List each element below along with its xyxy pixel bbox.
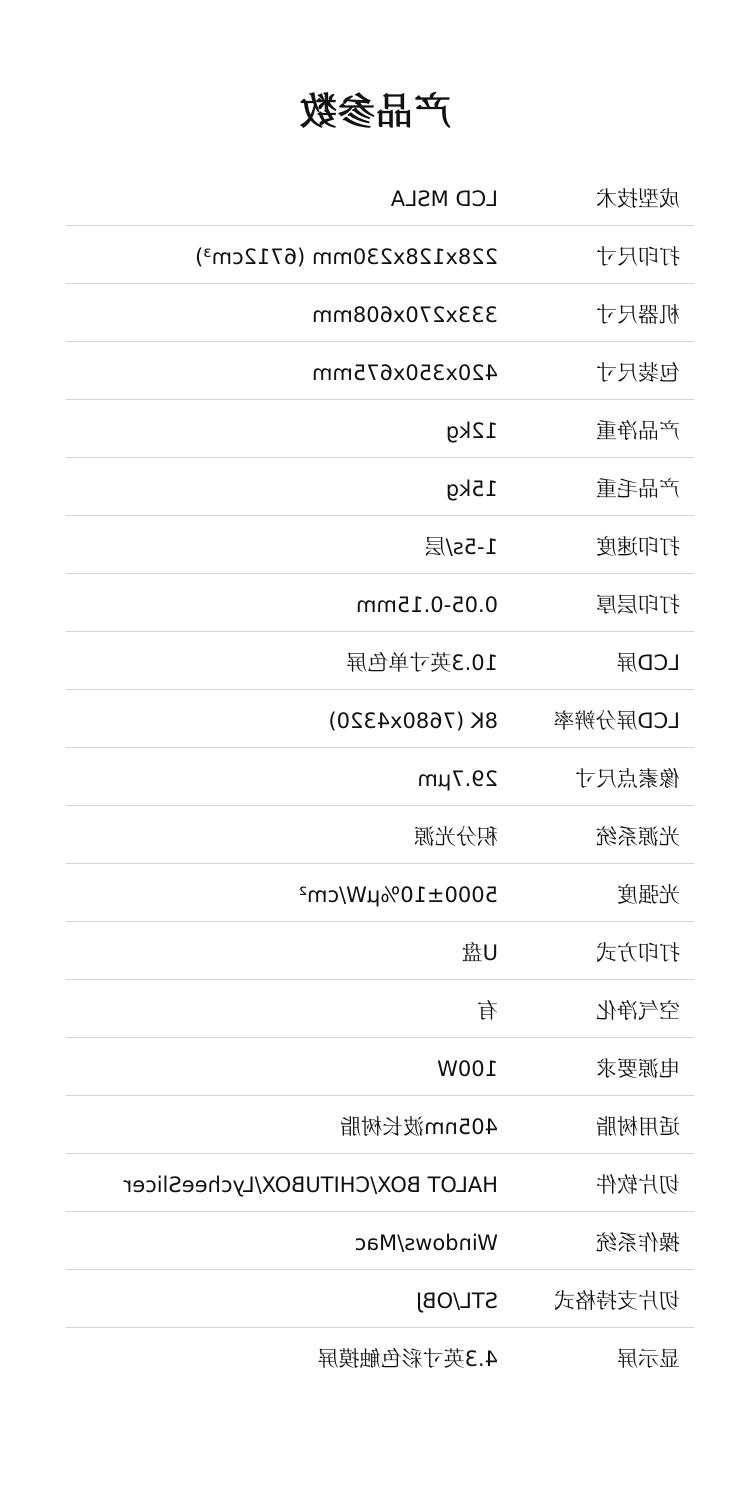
spec-row bbox=[0, 226, 750, 284]
spec-row bbox=[0, 1096, 750, 1154]
spec-value: 405nm波长树脂 bbox=[340, 1115, 498, 1139]
spec-label: 操作系统 bbox=[596, 1231, 680, 1255]
spec-value: U盘 bbox=[461, 941, 498, 965]
spec-value: 4.3英寸彩色触摸屏 bbox=[317, 1347, 498, 1371]
spec-value: 29.7μm bbox=[417, 767, 498, 791]
spec-value: HALOT BOX/CHITUBOX/LycheeSlicer bbox=[123, 1173, 498, 1197]
spec-row bbox=[0, 168, 750, 226]
spec-row bbox=[0, 922, 750, 980]
spec-value: 积分光源 bbox=[414, 825, 498, 849]
spec-label: 产品毛重 bbox=[596, 477, 680, 501]
spec-label: LCD屏 bbox=[616, 651, 680, 675]
spec-label: 显示屏 bbox=[617, 1347, 680, 1371]
spec-row bbox=[0, 748, 750, 806]
spec-value: 100W bbox=[437, 1057, 498, 1081]
page-title: 产品参数 bbox=[299, 90, 451, 133]
spec-label: 包装尺寸 bbox=[596, 361, 680, 385]
spec-value: 228x128x230mm (6712cm³) bbox=[195, 245, 498, 269]
spec-label: 像素点尺寸 bbox=[575, 767, 680, 791]
spec-label: 成型技术 bbox=[596, 187, 680, 211]
spec-row bbox=[0, 1038, 750, 1096]
spec-row bbox=[0, 864, 750, 922]
spec-label: 切片软件 bbox=[596, 1173, 680, 1197]
spec-row bbox=[0, 342, 750, 400]
spec-value: Windows/Mac bbox=[354, 1231, 498, 1255]
spec-label: 打印速度 bbox=[596, 535, 680, 559]
spec-row bbox=[0, 400, 750, 458]
spec-label: 光强度 bbox=[617, 883, 680, 907]
spec-value: LCD MSLA bbox=[390, 187, 498, 211]
spec-row bbox=[0, 284, 750, 342]
spec-row bbox=[0, 632, 750, 690]
spec-row bbox=[0, 1212, 750, 1270]
spec-value: 1-5s/层 bbox=[424, 535, 498, 559]
spec-value: 333x270x608mm bbox=[311, 303, 498, 327]
spec-row bbox=[0, 690, 750, 748]
spec-value: 有 bbox=[477, 999, 498, 1023]
spec-row bbox=[0, 806, 750, 864]
spec-label: LCD屏分辨率 bbox=[553, 709, 680, 733]
spec-row bbox=[0, 574, 750, 632]
spec-label: 产品净重 bbox=[596, 419, 680, 443]
spec-value: 15kg bbox=[445, 477, 498, 501]
spec-row bbox=[0, 1328, 750, 1386]
spec-label: 空气净化 bbox=[596, 999, 680, 1023]
spec-value: 8K (7680x4320) bbox=[328, 709, 498, 733]
spec-label: 适用树脂 bbox=[596, 1115, 680, 1139]
spec-label: 打印层厚 bbox=[596, 593, 680, 617]
spec-value: 10.3英寸单色屏 bbox=[346, 651, 498, 675]
spec-table bbox=[0, 168, 750, 1386]
spec-label: 光源系统 bbox=[596, 825, 680, 849]
spec-value: 5000±10%μW/cm² bbox=[298, 883, 498, 907]
spec-label: 切片支持格式 bbox=[554, 1289, 680, 1313]
spec-value: 420x350x675mm bbox=[311, 361, 498, 385]
spec-row bbox=[0, 1154, 750, 1212]
spec-value: 12kg bbox=[445, 419, 498, 443]
spec-value: 0.05-0.15mm bbox=[355, 593, 498, 617]
spec-value: STL/OBJ bbox=[415, 1289, 498, 1313]
spec-label: 机器尺寸 bbox=[596, 303, 680, 327]
spec-row bbox=[0, 1270, 750, 1328]
spec-row bbox=[0, 980, 750, 1038]
spec-label: 电源要求 bbox=[596, 1057, 680, 1081]
spec-row bbox=[0, 458, 750, 516]
spec-label: 打印方式 bbox=[596, 941, 680, 965]
spec-row bbox=[0, 516, 750, 574]
spec-label: 打印尺寸 bbox=[596, 245, 680, 269]
